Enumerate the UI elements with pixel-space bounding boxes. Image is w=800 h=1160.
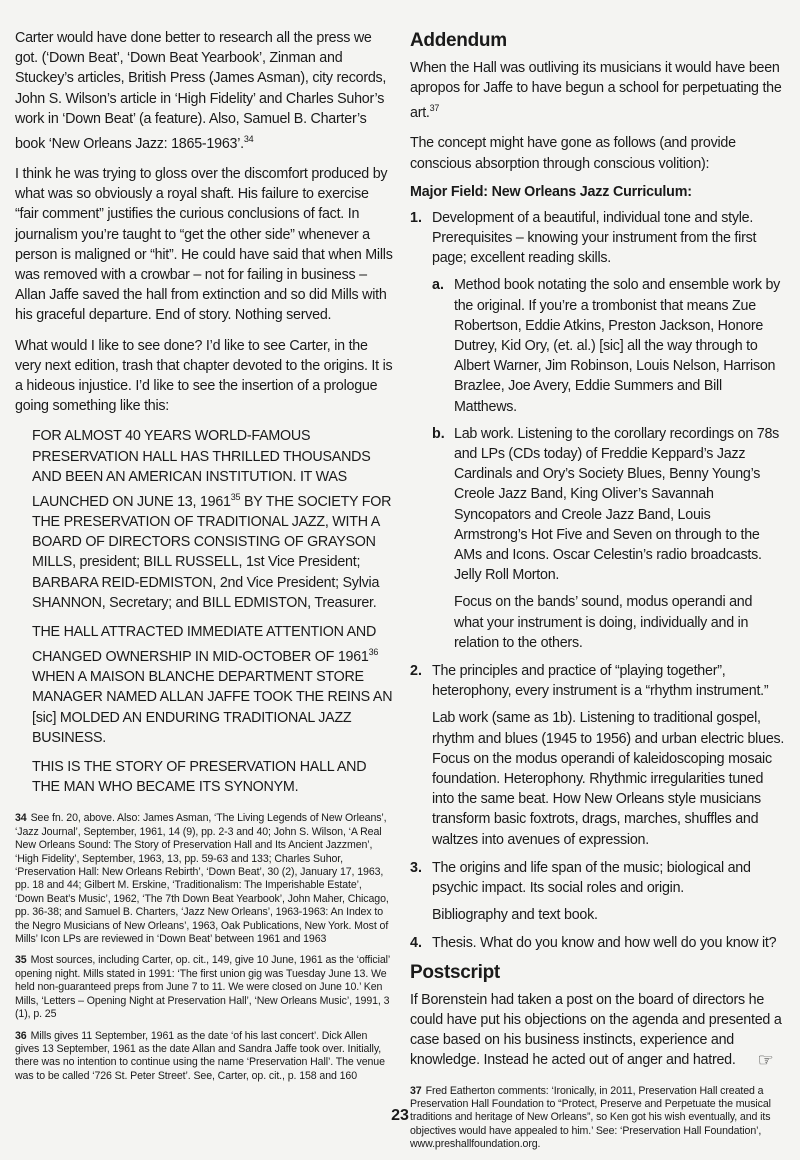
addendum-paragraph-1: When the Hall was outliving its musicians it would have been apropos for Jaffe to have begun a school for perpetuating the art.$^{37}$ [410, 60, 782, 122]
curriculum-heading: Major Field: New Orleans Jazz Curriculum: [410, 183, 692, 200]
paragraph-what-done: What would I like to see done? I’d like to see Carter, in the very next edition, trash that chapter devoted to the origins. It is a hideous injustice. I’d like to see the insertion of a prologue going something like this: [15, 337, 393, 415]
curriculum-item-1a: a. Method book notating the solo and ensemble work by the original. If you’re a trombonist that means Zue Robertson, Eddie Atkins, Preston Jackson, Honore Dutrey, Kid Ory, (et. al.) [sic] all the way through to Albert Warner, Jim Robinson, Louis Nelson, Harrison Brazlee, Joe Avery, Eddie Summers and Bill Matthews. [432, 277, 781, 415]
paragraph-gloss: I think he was trying to gloss over the discomfort produced by what was so obviously a royal shaft. His failure to exercise “fair comment” justifies the curious conclusions of fact. In journalism you’re taught to “get the other side” whenever a person is maligned or “hit”. He could have said that when Mills was removed with a crowbar – not for failing in business – Allan Jaffe saved the hall from extinction and so did Mills with his graceful departure. End of story. Nothing served. [15, 165, 393, 324]
right-column [410, 28, 785, 1160]
curriculum-item-1: 1. Development of a beautiful, individual tone and style. Prerequisites – knowing your instrument from the first page; excellent reading skills. a. Method book notating the solo and ensemble work by the original. If you’re a trombonist that means Zue Robertson, Eddie Atkins, Preston Jackson, Honore Dutrey, Kid Ory, (et. al.) [sic] all the way through to Albert Warner, Jim Robinson, Louis Nelson, Harrison Brazlee, Joe Avery, Eddie Summers and Bill Matthews. b. Lab work. Listening to the corollary recordings on 78s and LPs (CDs today) of Freddie Keppard’s Jazz Cardinals and Ory’s Society Blues, Benny Young’s Creole Jazz Band, King Oliver’s Savannah Syncopators and Creole Jazz Band, Louis Armstrong’s Hot Five and Seven on through to the AMs and Icons. Oscar Celestin’s radio broadcasts. Jelly Roll Morton. Focus on the bands’ sound, modus operandi and what your instrument is doing, individually and in relation to the others. [410, 208, 785, 653]
footnote-36: 36 Mills gives 11 September, 1961 as the date ‘of his last concert’. Dick Allen gives 13 September, 1961 as the date Allan and Sandra Jaffe took over. Initially, there was no intention to continue using the name ‘Preservation Hall’. The venue was to be called ‘726 St. Peter Street’. See, Carter, op. cit., p. 158 and 160 [15, 1029, 385, 1082]
curriculum-item-2: 2. The principles and practice of “playing together”, heterophony, every instrument is a “rhythm instrument.” Lab work (same as 1b). Listening to traditional gospel, rhythm and blues (1945 to 1956) and urban electric blues. Focus on the modus operandi of kaleidoscoping mosaic foundation. Heterophony. Rhythmic irregularities tuned into the same beat. How New Orleans style musicians transform basic foxtrots, drags, marches, shuffles and waltzes into avenues of expression. [410, 663, 785, 848]
left-column [15, 28, 393, 1091]
footnote-34: 34 See fn. 20, above. Also: James Asman, ‘The Living Legends of New Orleans’, ‘Jazz Journal’, September, 1961, 14 (9), pp. 2-3 and 40; John S. Wilson, ‘A Real New Orleans Sound: The Story of Preservation Hall and Its Ancient Jazzmen’, ‘High Fidelity’, September, 1963, 13, pp. 59-63 and 133; Charles Suhor, ‘Preservation Hall: New Orleans Rebirth’, ‘Down Beat’, 30 (2), January 17, 1963, pp. 18 and 44; Gilbert M. Erskine, ‘Traditionalism: The Imperishable Estate’, ‘Down Beat’s Music’, 1962, ‘The 7th Down Beat Yearbook’, John Maher, Chicago, pp. 36-38; and Samuel B. Charters, ‘Jazz New Orleans’, 1963-1963: An Index to the Negro Musicians of New Orleans’, 1963, Oak Publications, New York. Most of Mills’ Icon LPs are reviewed in ‘Down Beat’ between 1961 and 1963 [15, 812, 389, 946]
footnote-ref-37: 37 [429, 103, 440, 114]
curriculum-item-4: 4. Thesis. What do you know and how well do you know it? [410, 935, 777, 952]
postscript-paragraph: If Borenstein had taken a post on the board of directors he could have put his objections on the agenda and presented a case based on his business instincts, experience and knowledge. Instead he acted out of anger and hatred. ☞ [410, 991, 782, 1071]
curriculum-item-3: 3. The origins and life span of the music; biological and psychic impact. Its social roles and origin. Bibliography and text book. [410, 859, 751, 924]
footnote-ref-36: 36 [368, 647, 379, 658]
footnote-ref-34: 34 [243, 134, 254, 145]
addendum-heading: Addendum [410, 30, 507, 51]
postscript-heading: Postscript [410, 961, 500, 983]
prologue-paragraph-2: THE HALL ATTRACTED IMMEDIATE ATTENTION AND CHANGED OWNERSHIP IN MID-OCTOBER OF 1961$^{36}$ WHEN A MAISON BLANCHE DEPARTMENT STORE MANAGER NAMED ALLAN JAFFE TOOK THE REINS AN [sic] MOLDED AN ENDURING TRADITIONAL JAZZ BUSINESS. [32, 624, 393, 746]
prologue-paragraph-3: THIS IS THE STORY OF PRESERVATION HALL AND THE MAN WHO BECAME ITS SYNONYM. [32, 759, 367, 796]
paragraph-press: Carter would have done better to research all the press we got. (‘Down Beat’, ‘Down Beat Yearbook’, Zinman and Stuckey’s articles, British Press (James Asman), city records, John S. Wilson’s article in ‘High Fidelity’ and Charles Suhor’s work in ‘Down Beat’ (a feature). Also, Samuel B. Charter’s book ‘New Orleans Jazz: 1865-1963’.$^{34}$ [15, 30, 387, 152]
footnote-ref-35: 35 [230, 492, 241, 503]
curriculum-item-1b: b. Lab work. Listening to the corollary recordings on 78s and LPs (CDs today) of Freddie Keppard’s Jazz Cardinals and Ory’s Society Blues, Benny Young’s Creole Jazz Band, King Oliver’s Savannah Syncopators and Creole Jazz Band, Louis Armstrong’s Hot Five and Seven on through to the AMs and Icons. Oscar Celestin’s radio broadcasts. Jelly Roll Morton. Focus on the bands’ sound, modus operandi and what your instrument is doing, individually and in relation to the others. [432, 425, 780, 651]
prologue-paragraph-1: FOR ALMOST 40 YEARS WORLD-FAMOUS PRESERVATION HALL HAS THRILLED THOUSANDS AND BEEN AN AMERICAN INSTITUTION. IT WAS LAUNCHED ON JUNE 13, 1961$^{35}$ BY THE SOCIETY FOR THE PRESERVATION OF TRADITIONAL JAZZ, WITH A BOARD OF DIRECTORS CONSISTING OF GRAYSON MILLS, president; BILL RUSSELL, 1st Vice President; BARBARA REID-EDMISTON, 2nd Vice President; Sylvia SHANNON, Secretary; and BILL EDMISTON, Treasurer. [32, 428, 392, 611]
footnote-37: 37 Fred Eatherton comments: ‘Ironically, in 2011, Preservation Hall created a Preservation Hall Foundation to “Protect, Preserve and Perpetuate the musical traditions and heritage of New Orleans”, so Ken got his wish eventually, and its objectives would have appealed to him.’ See: ‘Preservation Hall Foundation’, www.preshallfoundation.org. [410, 1084, 771, 1151]
curriculum-list [410, 208, 785, 954]
prologue-block [15, 426, 393, 797]
footnote-35: 35 Most sources, including Carter, op. cit., 149, give 10 June, 1961 as the ‘official’ opening night. Mills stated in 1991: ‘The first union gig was Tuesday June 13. We held non-guaranteed preps from June 7 to 11. We were closed on June 10.’ Ken Mills, ‘Letters – Opening Night at Preservation Hall’, ‘New Orleans Music’, 1991, 3 (1), p. 25 [15, 954, 390, 1021]
addendum-paragraph-2: The concept might have gone as follows (and provide conscious absorption through conscious volition): [410, 135, 736, 172]
page-number: 23 [391, 1107, 409, 1124]
pointing-hand-icon: ☞ [757, 1050, 774, 1071]
